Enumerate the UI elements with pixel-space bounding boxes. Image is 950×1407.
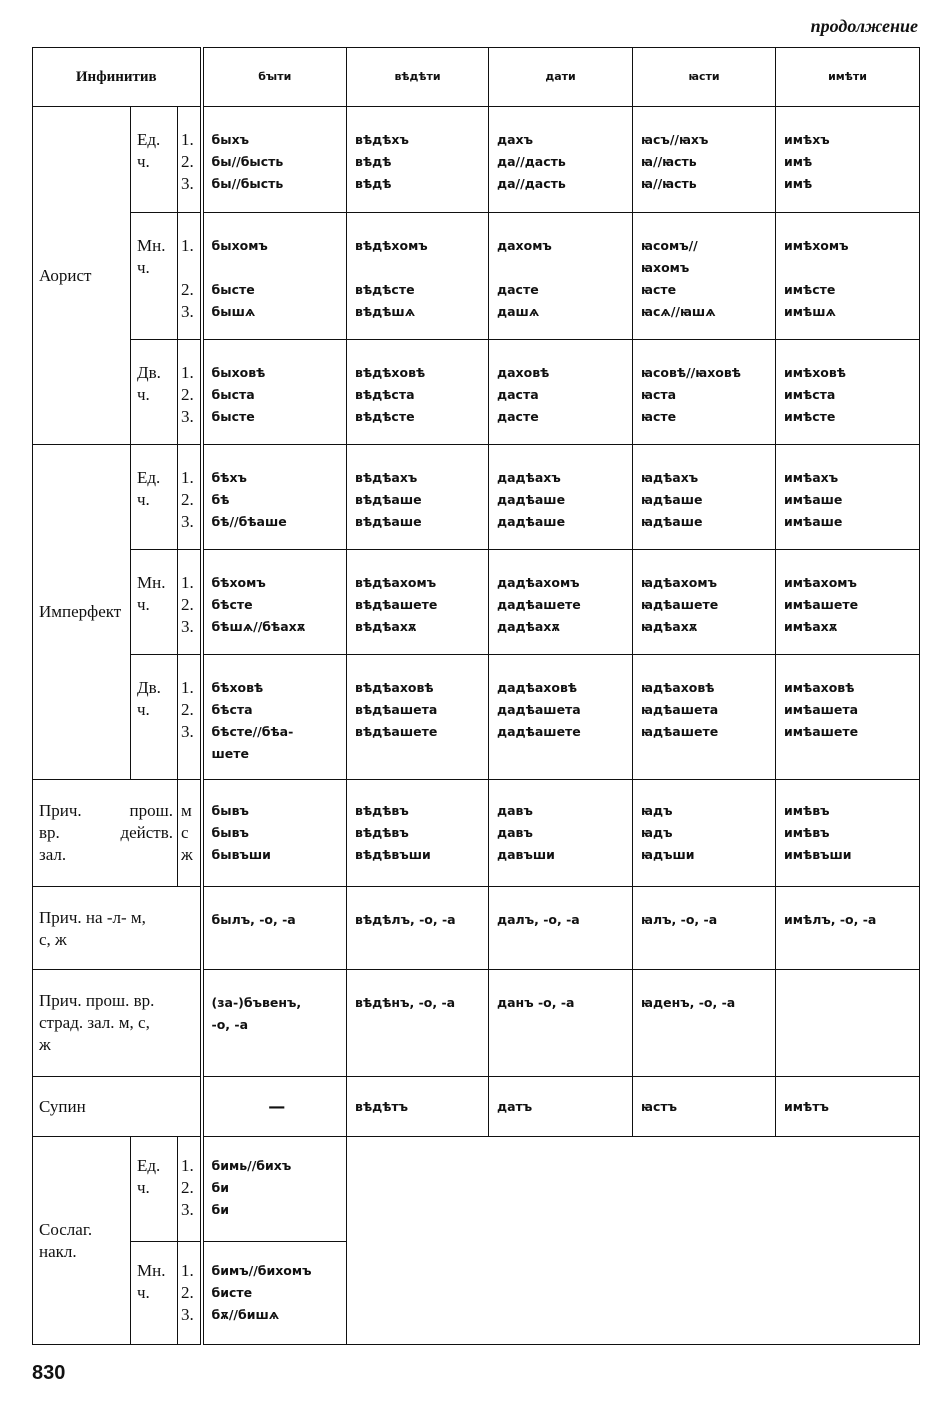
text-line: 3. (181, 512, 194, 531)
text-line: бѣшѧ//бѣахѫ (211, 619, 306, 634)
gender-labels (178, 780, 202, 887)
text-line: ꙗ//ꙗсть (641, 154, 697, 169)
form-cell (202, 213, 347, 340)
text-line: Ед. (137, 1156, 161, 1175)
text-line: вѣдѣашете (355, 724, 438, 739)
text-line: с, ж (39, 930, 67, 949)
verb-header: бꙑти (202, 48, 347, 107)
form-cell (776, 970, 920, 1077)
text-line: вр. действ. (39, 823, 173, 842)
form-cell (633, 970, 776, 1077)
number-label (131, 340, 178, 445)
person-numbers (178, 445, 202, 550)
conjugation-table (32, 47, 920, 1345)
form-cell: ꙗлъ, -о, -а (633, 887, 776, 970)
text-line: ꙗдъ (641, 825, 673, 840)
form-cell: датъ (489, 1077, 633, 1137)
text-line: 1. (181, 678, 194, 697)
form-cell (633, 780, 776, 887)
text-line: 3. (181, 1200, 194, 1219)
text-line: Мн. (137, 1261, 166, 1280)
form-cell (633, 213, 776, 340)
text-line: ꙗдѣашета (641, 702, 719, 717)
row-label (33, 887, 202, 970)
person-numbers (178, 213, 202, 340)
form-cell (489, 655, 633, 780)
text-line: вѣдѣаше (355, 514, 422, 529)
text-line: бы//бысть (211, 176, 284, 191)
text-line: дасте (497, 282, 539, 297)
form-cell (347, 970, 489, 1077)
text-line: ꙗдѣахѫ (641, 619, 698, 634)
form-cell (489, 340, 633, 445)
text-line: ꙗхомъ (641, 260, 690, 275)
verb-header: ꙗсти (633, 48, 776, 107)
text-line: ꙗдѣаше (641, 514, 703, 529)
form-cell (776, 655, 920, 780)
text-line: ꙗденъ, -о, -а (641, 995, 736, 1010)
form-cell (347, 213, 489, 340)
person-numbers (178, 1242, 202, 1345)
form-cell (202, 655, 347, 780)
text-line (355, 257, 484, 279)
text-line: вѣдѣахомъ (355, 575, 437, 590)
form-cell: былъ, -о, -а (202, 887, 347, 970)
text-line: имѣста (784, 387, 836, 402)
text-line: имѣаше (784, 514, 843, 529)
text-line: би (211, 1202, 230, 1217)
text-line: 2. (181, 490, 194, 509)
text-line: 1. (181, 363, 194, 382)
form-cell (202, 107, 347, 213)
form-cell: вѣдѣтъ (347, 1077, 489, 1137)
text-line: бѫ//бишѧ (211, 1307, 280, 1322)
group-label: Имперфект (33, 445, 131, 780)
text-line (497, 257, 628, 279)
table-row (33, 213, 920, 340)
text-line: данъ -о, -а (497, 995, 575, 1010)
text-line (212, 257, 343, 279)
text-line: бисте (211, 1285, 253, 1300)
text-line: вѣдѣахъ (355, 470, 418, 485)
text-line: бѣсте (211, 597, 253, 612)
text-line: дадѣаховѣ (497, 680, 578, 695)
row-label: Супин (33, 1077, 202, 1137)
text-line: имѣвъ (784, 803, 830, 818)
text-line: ꙗдѣаховѣ (641, 680, 715, 695)
text-line: би (211, 1180, 230, 1195)
group-label: Аорист (33, 107, 131, 445)
form-cell (633, 655, 776, 780)
text-line: ꙗсовѣ//ꙗховѣ (641, 365, 741, 380)
text-line: дадѣаше (497, 514, 566, 529)
form-cell: далъ, -о, -а (489, 887, 633, 970)
number-label (131, 550, 178, 655)
text-line: давъ (497, 803, 533, 818)
number-label (131, 445, 178, 550)
form-cell (202, 1137, 347, 1242)
text-line: вѣдѣашете (355, 597, 438, 612)
text-line: даста (497, 387, 539, 402)
table-row (33, 1137, 920, 1242)
text-line: имѣахъ (784, 470, 839, 485)
text-line: вѣдѣвъ (355, 803, 409, 818)
text-line: давъши (497, 847, 555, 862)
text-line: 1. (181, 1261, 194, 1280)
text-line: (за-)бъвенъ, (211, 995, 302, 1010)
text-line: ꙗдѣашете (641, 724, 719, 739)
form-cell (489, 550, 633, 655)
text-line: Мн. (137, 573, 166, 592)
text-line: бысте (211, 409, 255, 424)
text-line: вѣдѣ (355, 154, 392, 169)
text-line: Прич. прош. (39, 801, 173, 820)
form-cell (776, 780, 920, 887)
form-cell (202, 780, 347, 887)
form-cell (202, 445, 347, 550)
person-numbers (178, 1137, 202, 1242)
text-line: бимь//бихъ (211, 1158, 292, 1173)
form-cell: — (202, 1077, 347, 1137)
text-line: да//дасть (497, 176, 566, 191)
verb-header: имѣти (776, 48, 920, 107)
text-line (784, 257, 915, 279)
text-line: имѣашете (784, 724, 859, 739)
form-cell (489, 780, 633, 887)
text-line: 1. (181, 236, 194, 255)
form-cell (489, 213, 633, 340)
text-line: страд. зал. м, с, (39, 1013, 150, 1032)
table-row (33, 655, 920, 780)
header-row (33, 48, 920, 107)
text-line: 2. (181, 385, 194, 404)
row-label (33, 970, 202, 1077)
text-line: имѣсте (784, 282, 836, 297)
person-numbers (178, 655, 202, 780)
text-line: дадѣахомъ (497, 575, 580, 590)
text-line: дадѣахъ (497, 470, 561, 485)
text-line: 2. (181, 700, 194, 719)
text-line: вѣдѣахѫ (355, 619, 417, 634)
text-line: дадѣашете (497, 724, 581, 739)
form-cell (347, 340, 489, 445)
text-line: ꙗдѣашете (641, 597, 719, 612)
text-line: 3. (181, 407, 194, 426)
text-line: вѣдѣхъ (355, 132, 409, 147)
text-line: ч. (137, 1178, 150, 1197)
text-line: вѣдѣашета (355, 702, 438, 717)
running-head: продолжение (810, 16, 918, 36)
text-line: 2. (181, 152, 194, 171)
verb-header: дати (489, 48, 633, 107)
text-line: быхъ (211, 132, 250, 147)
text-line: Дв. (137, 363, 161, 382)
text-line: ч. (137, 700, 150, 719)
text-line: ꙗдѣахомъ (641, 575, 718, 590)
text-line: вѣдѣаше (355, 492, 422, 507)
text-line: бышѧ (211, 304, 256, 319)
text-line: шете (211, 746, 250, 761)
text-line: ꙗ//ꙗсть (641, 176, 697, 191)
text-line: 2. (181, 595, 194, 614)
text-line: имѣхъ (784, 132, 830, 147)
text-line: 1. (181, 573, 194, 592)
text-line: вѣдѣ (355, 176, 392, 191)
text-line: имѣсте (784, 409, 836, 424)
form-cell (633, 445, 776, 550)
text-line: быховѣ (211, 365, 266, 380)
text-line: имѣ (784, 154, 813, 169)
text-line: 1. (181, 468, 194, 487)
text-line: имѣшѧ (784, 304, 836, 319)
text-line: ч. (137, 152, 150, 171)
form-cell (489, 970, 633, 1077)
text-line: ꙗсте (641, 282, 677, 297)
text-line: Прич. на -л- м, (39, 908, 146, 927)
form-cell (202, 970, 347, 1077)
text-line: м (181, 801, 192, 820)
text-line: бѣхомъ (211, 575, 266, 590)
text-line: 2. (181, 1283, 194, 1302)
text-line: 3. (181, 617, 194, 636)
text-line: Прич. прош. вр. (39, 991, 155, 1010)
empty-area (347, 1137, 920, 1345)
text-line: ꙗдъши (641, 847, 695, 862)
text-line: 1. (181, 130, 194, 149)
text-line: ч. (137, 385, 150, 404)
text-line: дахомъ (497, 238, 552, 253)
text-line: 2. (181, 280, 194, 299)
text-line: дадѣашете (497, 597, 581, 612)
text-line: 3. (181, 1305, 194, 1324)
form-cell (633, 340, 776, 445)
form-cell: имѣлъ, -о, -а (776, 887, 920, 970)
text-line: имѣ (784, 176, 813, 191)
text-line: с (181, 823, 189, 842)
number-label (131, 1242, 178, 1345)
text-line: бѣховѣ (211, 680, 264, 695)
text-line: вѣдѣста (355, 387, 415, 402)
form-cell (347, 550, 489, 655)
form-cell (347, 107, 489, 213)
form-cell (633, 550, 776, 655)
form-cell (633, 107, 776, 213)
table-row (33, 1077, 920, 1137)
text-line: ꙗсѧ//ꙗшѧ (641, 304, 716, 319)
text-line: 3. (181, 722, 194, 741)
text-line: вѣдѣшѧ (355, 304, 416, 319)
text-line: быста (211, 387, 255, 402)
number-label (131, 107, 178, 213)
text-line: 3. (181, 302, 194, 321)
text-line: ꙗсъ//ꙗхъ (641, 132, 709, 147)
text-line: бѣ (211, 492, 230, 507)
text-line: Дв. (137, 678, 161, 697)
text-line: давъ (497, 825, 533, 840)
text-line: имѣвъши (784, 847, 852, 862)
table-row (33, 780, 920, 887)
text-line: 1. (181, 1156, 194, 1175)
text-line: имѣхомъ (784, 238, 849, 253)
page-number: 830 (32, 1362, 66, 1384)
text-line: ж (181, 845, 193, 864)
text-line: имѣаше (784, 492, 843, 507)
text-line: имѣахомъ (784, 575, 857, 590)
text-line: 2. (181, 1178, 194, 1197)
text-line: дадѣашета (497, 702, 581, 717)
text-line: ꙗсомъ// (641, 238, 698, 253)
table-row (33, 887, 920, 970)
text-line: быхомъ (211, 238, 268, 253)
form-cell (202, 550, 347, 655)
text-line: имѣашета (784, 702, 859, 717)
text-line: бимъ//бихомъ (211, 1263, 312, 1278)
text-line: да//дасть (497, 154, 566, 169)
text-line: бывъ (211, 803, 249, 818)
verb-header: вѣдѣти (347, 48, 489, 107)
text-line: вѣдѣаховѣ (355, 680, 434, 695)
text-line (181, 257, 200, 279)
text-line: бы//бысть (211, 154, 284, 169)
table-row (33, 550, 920, 655)
text-line: бѣста (211, 702, 253, 717)
table-row (33, 970, 920, 1077)
row-label (33, 780, 178, 887)
table-row (33, 445, 920, 550)
text-line: Мн. (137, 236, 166, 255)
text-line: вѣдѣнъ, -о, -а (355, 995, 456, 1010)
text-line: вѣдѣвъ (355, 825, 409, 840)
table-row (33, 340, 920, 445)
text-line: вѣдѣсте (355, 282, 415, 297)
text-line: ч. (137, 595, 150, 614)
text-line (784, 992, 915, 1014)
form-cell (776, 107, 920, 213)
text-line: бѣ//бѣаше (211, 514, 287, 529)
group-label (33, 1137, 131, 1345)
number-label (131, 1137, 178, 1242)
text-line: имѣаховѣ (784, 680, 855, 695)
number-label (131, 655, 178, 780)
text-line: ч. (137, 490, 150, 509)
text-line: дахъ (497, 132, 534, 147)
form-cell (347, 655, 489, 780)
person-numbers (178, 550, 202, 655)
text-line: имѣвъ (784, 825, 830, 840)
form-cell (489, 445, 633, 550)
text-line: 3. (181, 174, 194, 193)
form-cell (202, 340, 347, 445)
text-line: Ед. (137, 468, 161, 487)
text-line: ч. (137, 258, 150, 277)
text-line: зал. (39, 845, 67, 864)
text-line: имѣахѫ (784, 619, 838, 634)
text-line: дасте (497, 409, 539, 424)
text-line: дадѣаше (497, 492, 566, 507)
form-cell (776, 213, 920, 340)
text-line: ꙗсте (641, 409, 677, 424)
text-line: ꙗдѣаше (641, 492, 703, 507)
form-cell (489, 107, 633, 213)
text-line: бѣхъ (211, 470, 247, 485)
text-line: дашѧ (497, 304, 540, 319)
form-cell (202, 1242, 347, 1345)
text-line: бѣсте//бѣа- (211, 724, 294, 739)
text-line: имѣашете (784, 597, 859, 612)
form-cell (776, 550, 920, 655)
text-line: -о, -а (211, 1017, 249, 1032)
table-row (33, 107, 920, 213)
text-line: ꙗста (641, 387, 677, 402)
text-line: вѣдѣвъши (355, 847, 431, 862)
form-cell: ꙗстъ (633, 1077, 776, 1137)
form-cell (347, 445, 489, 550)
form-cell (776, 445, 920, 550)
number-label (131, 213, 178, 340)
text-line: вѣдѣсте (355, 409, 415, 424)
text-line: бывъши (211, 847, 271, 862)
form-cell (347, 780, 489, 887)
text-line: вѣдѣхомъ (355, 238, 428, 253)
text-line: бывъ (211, 825, 249, 840)
text-line: ꙗдѣахъ (641, 470, 699, 485)
text-line: даховѣ (497, 365, 550, 380)
text-line: ꙗдъ (641, 803, 673, 818)
text-line: дадѣахѫ (497, 619, 560, 634)
text-line: накл. (39, 1241, 77, 1261)
text-line: ж (39, 1035, 51, 1054)
form-cell: имѣтъ (776, 1077, 920, 1137)
person-numbers (178, 107, 202, 213)
text-line: бысте (211, 282, 255, 297)
form-cell: вѣдѣлъ, -о, -а (347, 887, 489, 970)
text-line: вѣдѣховѣ (355, 365, 426, 380)
infinitive-header: Инфинитив (33, 48, 202, 107)
text-line: Сослаг. (39, 1219, 93, 1239)
person-numbers (178, 340, 202, 445)
text-line: ч. (137, 1283, 150, 1302)
text-line: имѣховѣ (784, 365, 846, 380)
text-line: Ед. (137, 130, 161, 149)
form-cell (776, 340, 920, 445)
